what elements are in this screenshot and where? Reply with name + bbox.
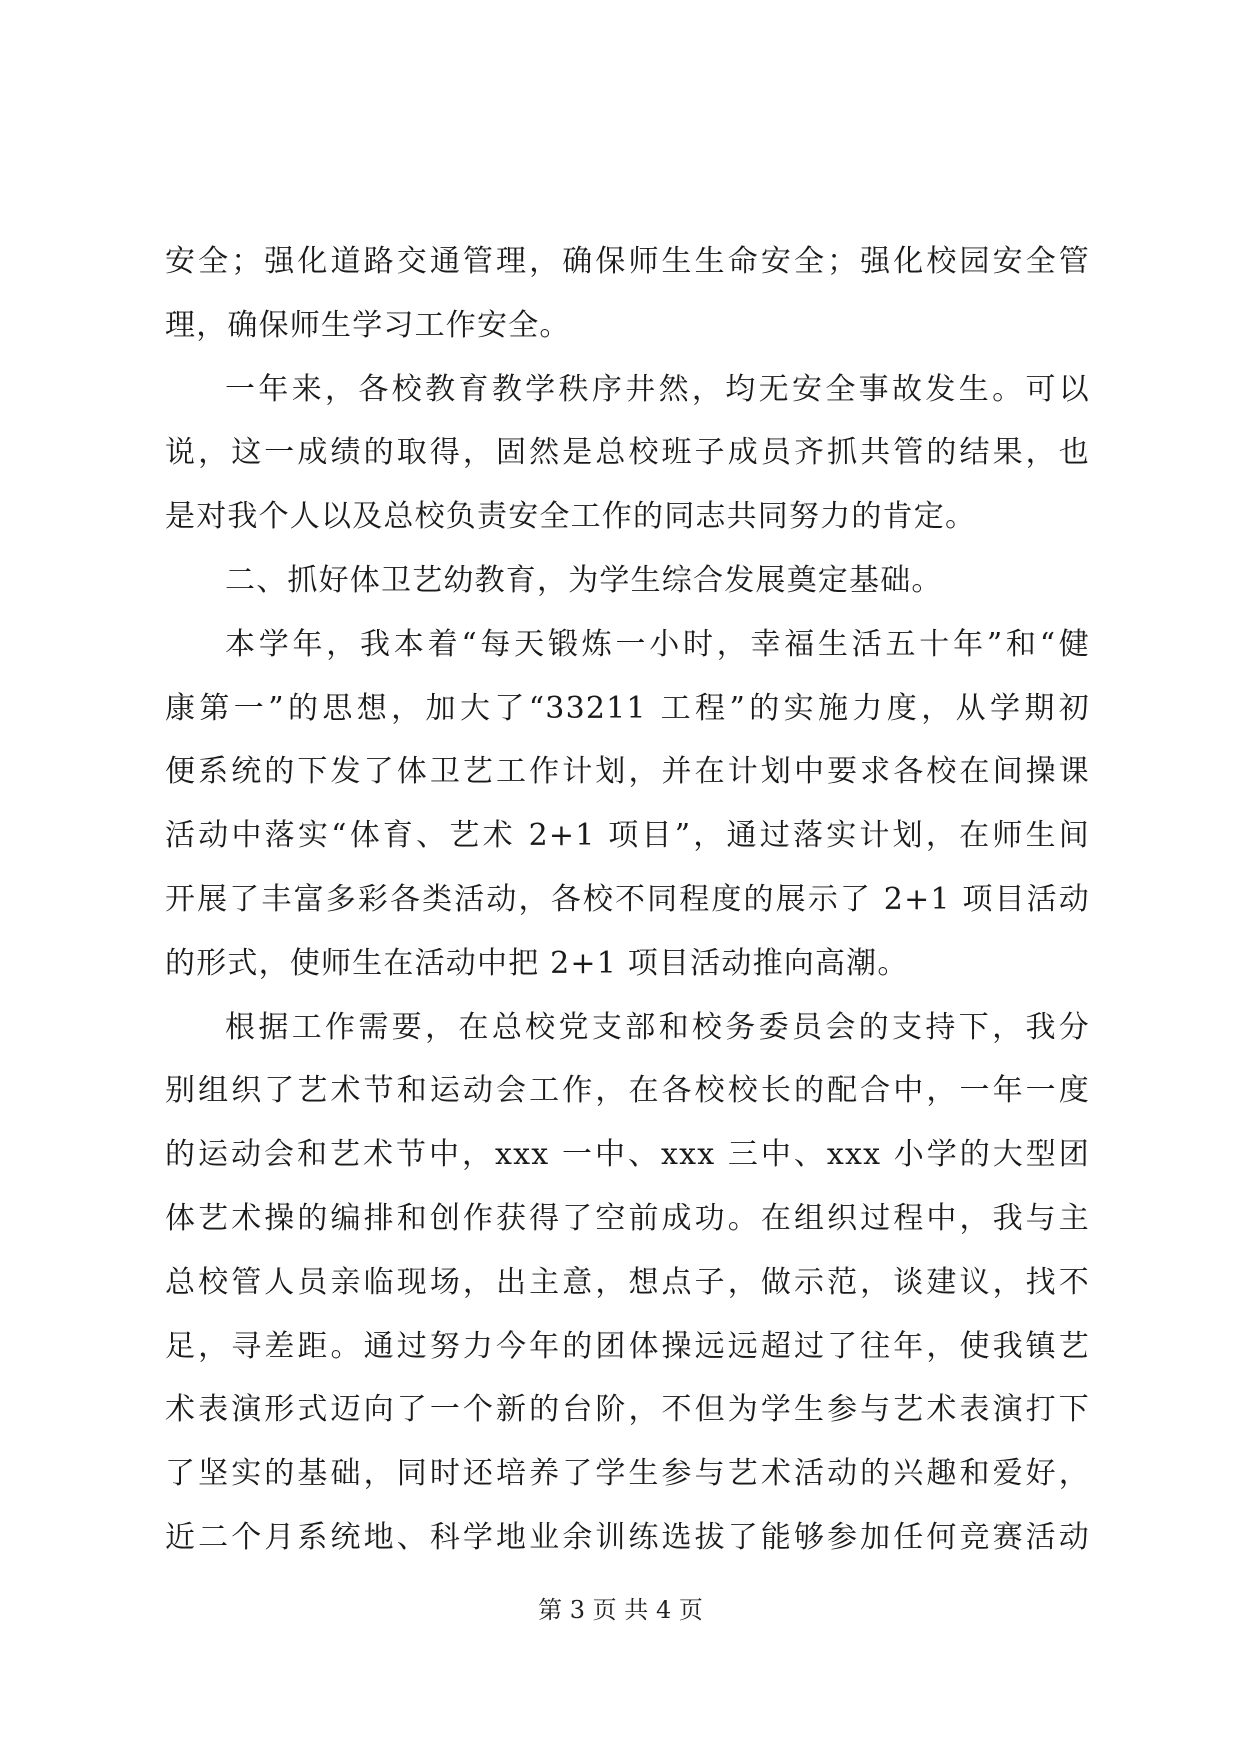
body-line-2: 理，确保师生学习工作安全。 bbox=[165, 307, 571, 343]
body-line-4: 说，这一成绩的取得，固然是总校班子成员齐抓共管的结果，也 bbox=[165, 435, 1090, 471]
page-number-footer: 第 3 页 共 4 页 bbox=[538, 1596, 703, 1624]
body-line-15: 的运动会和艺术节中，xxx 一中、xxx 三中、xxx 小学的大型团 bbox=[165, 1137, 1090, 1173]
body-line-11: 开展了丰富多彩各类活动，各校不同程度的展示了 2+1 项目活动 bbox=[165, 881, 1090, 917]
body-line-12: 的形式，使师生在活动中把 2+1 项目活动推向高潮。 bbox=[165, 945, 909, 981]
body-line-7: 本学年，我本着“每天锻炼一小时，幸福生活五十年”和“健 bbox=[225, 626, 1090, 662]
body-line-21: 近二个月系统地、科学地业余训练选拔了能够参加任何竞赛活动 bbox=[165, 1519, 1090, 1555]
body-line-9: 便系统的下发了体卫艺工作计划，并在计划中要求各校在间操课 bbox=[165, 754, 1090, 790]
body-line-10: 活动中落实“体育、艺术 2+1 项目”，通过落实计划，在师生间 bbox=[165, 818, 1090, 854]
body-line-13: 根据工作需要，在总校党支部和校务委员会的支持下，我分 bbox=[225, 1009, 1090, 1045]
body-line-16: 体艺术操的编排和创作获得了空前成功。在组织过程中，我与主 bbox=[165, 1200, 1090, 1236]
body-line-17: 总校管人员亲临现场，出主意，想点子，做示范，谈建议，找不 bbox=[165, 1264, 1090, 1300]
body-line-18: 足，寻差距。通过努力今年的团体操远远超过了往年，使我镇艺 bbox=[165, 1328, 1090, 1364]
body-line-20: 了坚实的基础，同时还培养了学生参与艺术活动的兴趣和爱好， bbox=[165, 1456, 1090, 1492]
body-line-1: 安全；强化道路交通管理，确保师生生命安全；强化校园安全管 bbox=[165, 244, 1090, 279]
body-line-3: 一年来，各校教育教学秩序井然，均无安全事故发生。可以 bbox=[225, 371, 1090, 407]
body-line-8: 康第一”的思想，加大了“33211 工程”的实施力度，从学期初 bbox=[165, 690, 1090, 726]
body-line-14: 别组织了艺术节和运动会工作，在各校校长的配合中，一年一度 bbox=[165, 1073, 1090, 1109]
section-heading: 二、抓好体卫艺幼教育，为学生综合发展奠定基础。 bbox=[225, 562, 943, 598]
document-body bbox=[165, 230, 1090, 1570]
body-line-5: 是对我个人以及总校负责安全工作的同志共同努力的肯定。 bbox=[165, 499, 977, 535]
body-line-19: 术表演形式迈向了一个新的台阶，不但为学生参与艺术表演打下 bbox=[165, 1392, 1090, 1428]
